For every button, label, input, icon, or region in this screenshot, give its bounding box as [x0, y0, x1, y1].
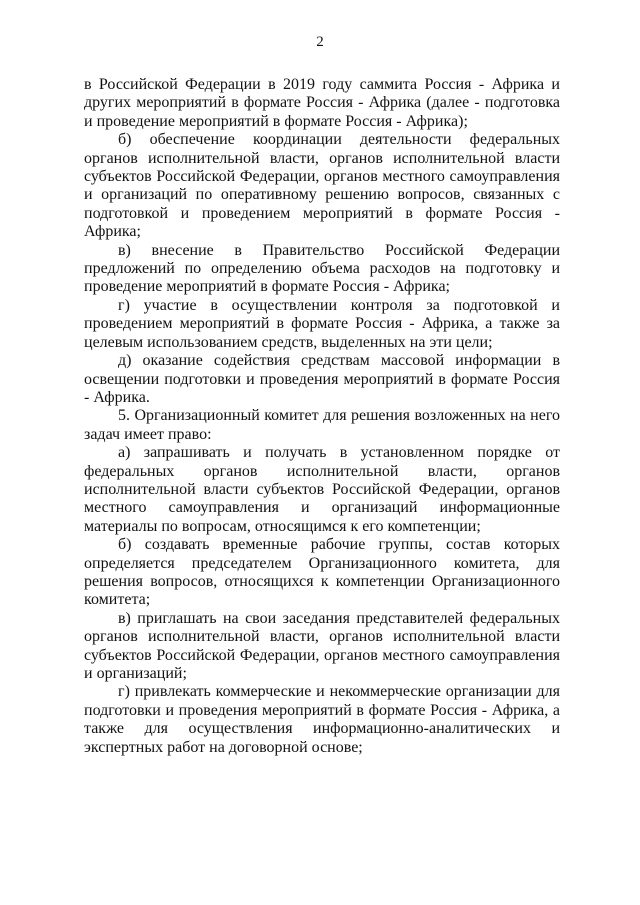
paragraph-section-5: 5. Организационный комитет для решения возложенных на него задач имеет право:	[84, 407, 560, 443]
page-number: 2	[316, 34, 324, 50]
document-body	[84, 76, 560, 757]
paragraph-item-b: б) обеспечение координации деятельности федеральных органов исполнительной власти, органов исполнительной власти субъектов Российской Федерации, органов местного самоуправления и организаций по оперативному решению вопросов, связанных с подготовкой и проведением мероприятий в формате Россия - Африка;	[84, 131, 560, 241]
paragraph-continuation: в Российской Федерации в 2019 году саммита Россия - Африка и других мероприятий в формате Россия - Африка (далее - подготовка и проведение мероприятий в формате Россия - Африка);	[84, 76, 560, 130]
paragraph-item-d: д) оказание содействия средствам массовой информации в освещении подготовки и проведения мероприятий в формате Россия - Африка.	[84, 352, 560, 406]
paragraph-right-v: в) приглашать на свои заседания представителей федеральных органов исполнительной власти, органов исполнительной власти субъектов Российской Федерации, органов местного самоуправления и организаций;	[84, 609, 560, 682]
paragraph-right-g: г) привлекать коммерческие и некоммерческие организации для подготовки и проведения мероприятий в формате Россия - Африка, а также для осуществления информационно-аналитических и экспертных работ на договорной основе;	[84, 683, 560, 756]
paragraph-right-b: б) создавать временные рабочие группы, состав которых определяется председателем Организационного комитета, для решения вопросов, относящихся к компетенции Организационного комитета;	[84, 536, 560, 609]
paragraph-item-v: в) внесение в Правительство Российской Федерации предложений по определению объема расходов на подготовку и проведение мероприятий в формате Россия - Африка;	[84, 241, 560, 296]
paragraph-right-a: а) запрашивать и получать в установленном порядке от федеральных органов исполнительной власти, органов исполнительной власти субъектов Российской Федерации, органов местного самоуправления и организаций информационные материалы по вопросам, относящимся к его компетенции;	[84, 444, 560, 535]
paragraph-item-g: г) участие в осуществлении контроля за подготовкой и проведением мероприятий в формате Россия - Африка, а также за целевым использованием средств, выделенных на эти цели;	[84, 296, 560, 351]
